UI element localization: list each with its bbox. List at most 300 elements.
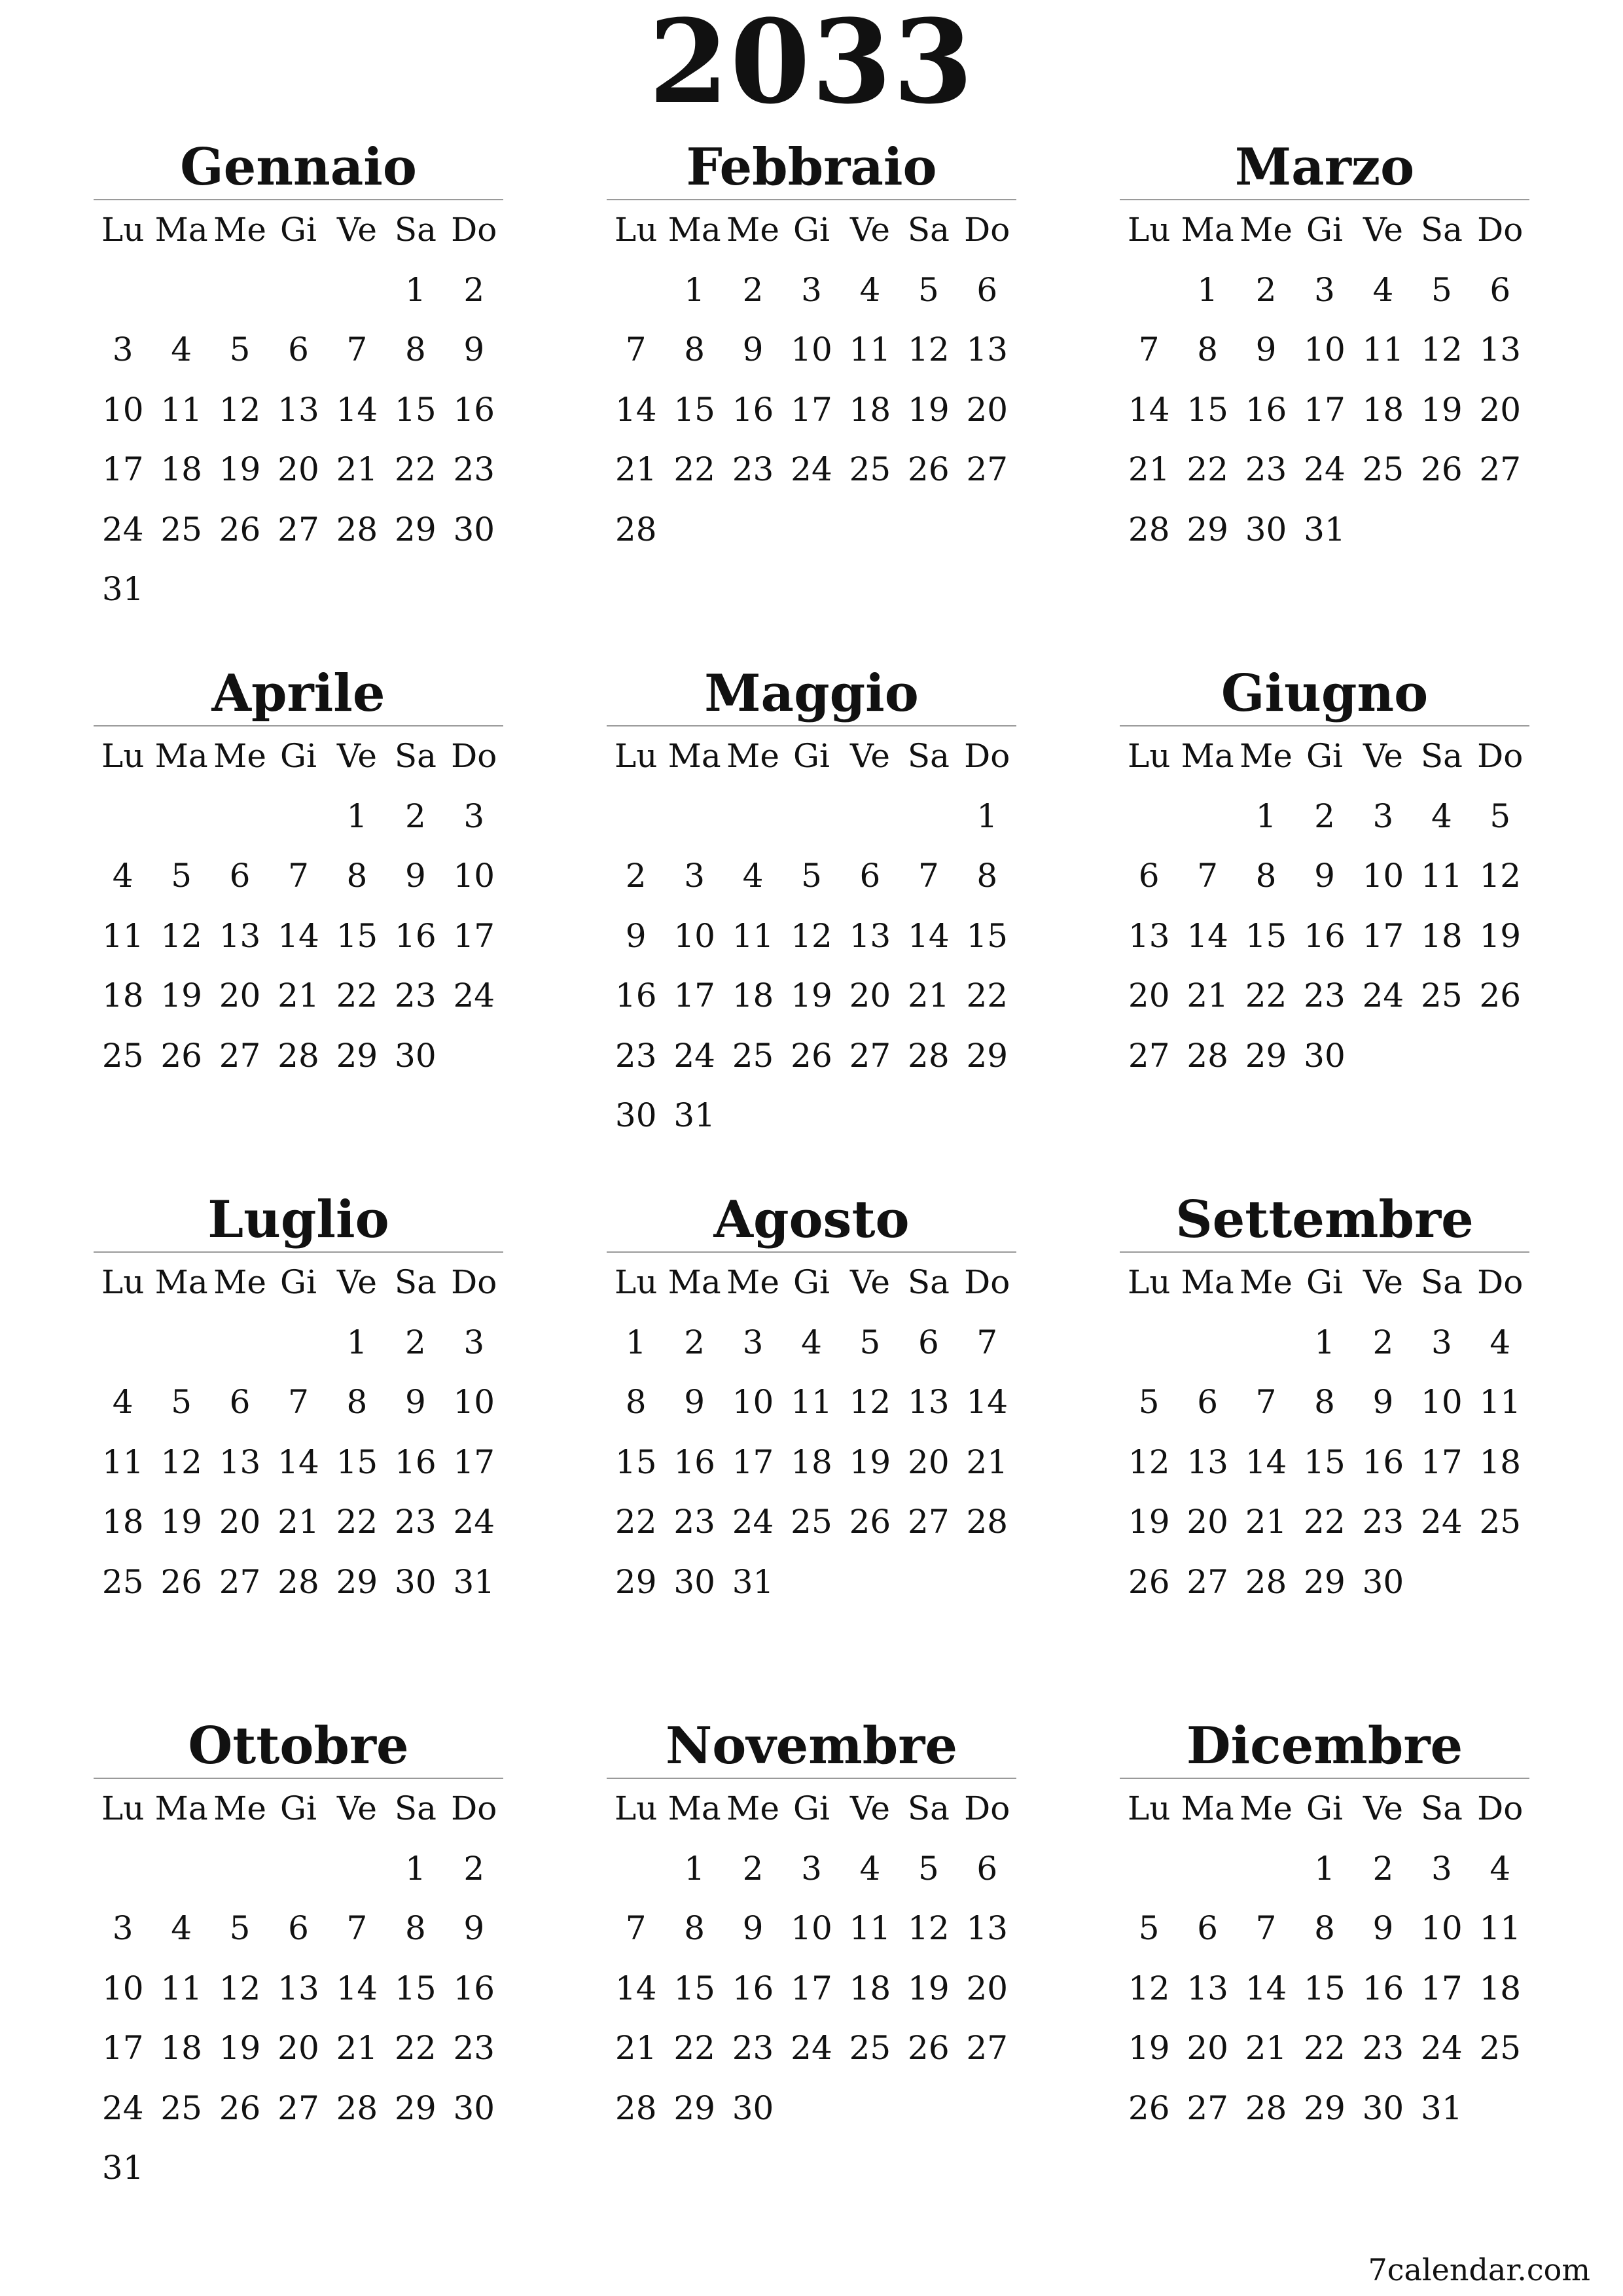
day-cell: 24 bbox=[1362, 977, 1404, 1014]
empty-cell bbox=[94, 1839, 152, 1899]
empty-cell bbox=[1237, 1839, 1295, 1899]
day-cell: 27 bbox=[966, 2029, 1008, 2067]
day-cell: 13 bbox=[219, 1443, 261, 1481]
day-cell: 4 bbox=[1489, 1849, 1511, 1888]
day-cell: 31 bbox=[453, 1562, 495, 1601]
month-grid bbox=[1120, 1779, 1529, 2138]
empty-cell bbox=[1120, 1839, 1178, 1899]
day-cell: 12 bbox=[1479, 857, 1522, 895]
empty-cell bbox=[269, 787, 327, 847]
day-cell: 18 bbox=[101, 977, 144, 1014]
month-grid bbox=[607, 1779, 1016, 2138]
weekday-header: Do bbox=[964, 1789, 1010, 1827]
day-cell: 3 bbox=[463, 1323, 485, 1361]
day-cell: 27 bbox=[1479, 450, 1522, 488]
day-cell: 28 bbox=[908, 1036, 950, 1075]
day-cell: 10 bbox=[453, 857, 495, 895]
empty-cell bbox=[94, 787, 152, 847]
empty-cell bbox=[152, 787, 210, 847]
weekday-header: Me bbox=[1240, 1263, 1293, 1301]
weekday-header: Ma bbox=[668, 1789, 721, 1827]
day-cell: 26 bbox=[219, 510, 261, 548]
day-cell: 4 bbox=[171, 331, 192, 368]
day-cell: 4 bbox=[1489, 1323, 1511, 1361]
day-cell: 15 bbox=[395, 390, 437, 429]
weekday-header: Me bbox=[726, 1789, 779, 1827]
day-cell: 9 bbox=[742, 1909, 764, 1947]
empty-cell bbox=[607, 1839, 665, 1899]
day-cell: 20 bbox=[277, 450, 319, 488]
empty-cell bbox=[152, 1313, 210, 1373]
day-cell: 12 bbox=[1128, 1443, 1170, 1481]
day-cell: 31 bbox=[1421, 2089, 1463, 2127]
day-cell: 29 bbox=[673, 2089, 715, 2127]
day-cell: 13 bbox=[277, 1969, 319, 2007]
day-cell: 16 bbox=[1304, 916, 1346, 955]
day-cell: 6 bbox=[288, 331, 309, 368]
day-cell: 17 bbox=[791, 1969, 832, 2007]
day-cell: 6 bbox=[976, 1849, 998, 1888]
day-cell: 9 bbox=[1255, 331, 1277, 368]
day-cell: 14 bbox=[277, 916, 319, 955]
month-grid bbox=[1120, 200, 1529, 560]
day-cell: 9 bbox=[1372, 1909, 1394, 1947]
day-cell: 30 bbox=[732, 2089, 774, 2127]
day-cell: 23 bbox=[453, 450, 495, 488]
weekday-header: Ma bbox=[1181, 1789, 1234, 1827]
weekday-header: Sa bbox=[907, 1263, 950, 1301]
weekday-header: Ma bbox=[1181, 1263, 1234, 1301]
day-cell: 23 bbox=[395, 977, 437, 1014]
day-cell: 29 bbox=[966, 1036, 1008, 1075]
weekday-header: Sa bbox=[1420, 211, 1463, 249]
day-cell: 5 bbox=[918, 1849, 939, 1888]
empty-cell bbox=[1178, 1839, 1236, 1899]
weekday-header: Gi bbox=[793, 1263, 830, 1301]
weekday-header: Do bbox=[964, 1263, 1010, 1301]
day-cell: 28 bbox=[615, 2089, 657, 2127]
day-cell: 20 bbox=[219, 977, 261, 1014]
day-cell: 16 bbox=[395, 1443, 437, 1481]
day-cell: 17 bbox=[101, 450, 144, 488]
day-cell: 28 bbox=[1128, 510, 1170, 548]
day-cell: 15 bbox=[395, 1969, 437, 2007]
weekday-header: Me bbox=[726, 1263, 779, 1301]
day-cell: 21 bbox=[966, 1443, 1008, 1481]
day-cell: 27 bbox=[966, 450, 1008, 488]
day-cell: 14 bbox=[615, 390, 657, 429]
day-cell: 26 bbox=[908, 2029, 950, 2067]
weekday-header: Lu bbox=[1128, 737, 1171, 775]
day-cell: 26 bbox=[1128, 2089, 1170, 2127]
day-cell: 13 bbox=[966, 331, 1008, 368]
day-cell: 6 bbox=[229, 857, 251, 895]
day-cell: 26 bbox=[849, 1503, 891, 1541]
weekday-header: Ve bbox=[849, 211, 890, 249]
day-cell: 20 bbox=[966, 1969, 1008, 2007]
day-cell: 18 bbox=[849, 1969, 891, 2007]
empty-cell bbox=[269, 260, 327, 321]
weekday-header: Sa bbox=[907, 1789, 950, 1827]
day-cell: 4 bbox=[859, 1849, 881, 1888]
day-cell: 24 bbox=[1421, 2029, 1463, 2067]
day-cell: 11 bbox=[1362, 331, 1404, 368]
empty-cell bbox=[328, 1839, 386, 1899]
weekday-header: Do bbox=[1477, 737, 1524, 775]
day-cell: 22 bbox=[1304, 1503, 1346, 1541]
day-cell: 27 bbox=[219, 1562, 261, 1601]
day-cell: 6 bbox=[1197, 1383, 1219, 1421]
day-cell: 15 bbox=[336, 1443, 378, 1481]
day-cell: 13 bbox=[1186, 1969, 1228, 2007]
day-cell: 15 bbox=[1245, 916, 1287, 955]
day-cell: 1 bbox=[684, 270, 705, 309]
day-cell: 13 bbox=[219, 916, 261, 955]
day-cell: 13 bbox=[908, 1383, 950, 1421]
day-cell: 13 bbox=[966, 1909, 1008, 1947]
day-cell: 20 bbox=[1128, 977, 1170, 1014]
day-cell: 11 bbox=[849, 331, 891, 368]
day-cell: 27 bbox=[219, 1036, 261, 1075]
day-cell: 5 bbox=[229, 331, 251, 368]
day-cell: 30 bbox=[1362, 2089, 1404, 2127]
day-cell: 7 bbox=[346, 331, 368, 368]
day-cell: 2 bbox=[742, 270, 764, 309]
day-cell: 8 bbox=[1255, 857, 1277, 895]
day-cell: 29 bbox=[395, 2089, 437, 2127]
day-cell: 5 bbox=[1138, 1383, 1160, 1421]
day-cell: 7 bbox=[288, 857, 309, 895]
day-cell: 8 bbox=[1197, 331, 1219, 368]
empty-cell bbox=[607, 260, 665, 321]
day-cell: 23 bbox=[1245, 450, 1287, 488]
weekday-header: Ma bbox=[154, 211, 208, 249]
day-cell: 3 bbox=[1431, 1323, 1452, 1361]
day-cell: 22 bbox=[615, 1503, 657, 1541]
empty-cell bbox=[724, 787, 782, 847]
day-cell: 15 bbox=[673, 1969, 715, 2007]
day-cell: 12 bbox=[1421, 331, 1463, 368]
weekday-header: Sa bbox=[394, 1789, 437, 1827]
day-cell: 24 bbox=[453, 1503, 495, 1541]
month-grid bbox=[607, 1253, 1016, 1612]
day-cell: 29 bbox=[336, 1036, 378, 1075]
weekday-header: Me bbox=[213, 1263, 266, 1301]
day-cell: 7 bbox=[1255, 1383, 1277, 1421]
day-cell: 16 bbox=[615, 977, 657, 1014]
day-cell: 17 bbox=[1421, 1443, 1463, 1481]
month-name: Aprile bbox=[211, 664, 385, 723]
day-cell: 10 bbox=[791, 331, 832, 368]
day-cell: 25 bbox=[1479, 2029, 1522, 2067]
weekday-header: Do bbox=[1477, 1263, 1524, 1301]
day-cell: 18 bbox=[849, 390, 891, 429]
day-cell: 28 bbox=[1186, 1036, 1228, 1075]
day-cell: 15 bbox=[615, 1443, 657, 1481]
day-cell: 7 bbox=[1138, 331, 1160, 368]
month-name: Maggio bbox=[704, 664, 919, 723]
month-gennaio bbox=[94, 131, 503, 620]
day-cell: 30 bbox=[395, 1036, 437, 1075]
weekday-header: Do bbox=[1477, 1789, 1524, 1827]
day-cell: 17 bbox=[1304, 390, 1346, 429]
day-cell: 19 bbox=[1479, 916, 1522, 955]
day-cell: 14 bbox=[336, 1969, 378, 2007]
day-cell: 20 bbox=[849, 977, 891, 1014]
month-febbraio bbox=[607, 131, 1016, 560]
day-cell: 4 bbox=[801, 1323, 822, 1361]
day-cell: 27 bbox=[1186, 2089, 1228, 2127]
day-cell: 31 bbox=[732, 1562, 774, 1601]
day-cell: 29 bbox=[395, 510, 437, 548]
day-cell: 1 bbox=[976, 797, 998, 835]
weekday-header: Ma bbox=[668, 211, 721, 249]
month-ottobre bbox=[94, 1710, 503, 2198]
day-cell: 9 bbox=[625, 916, 647, 955]
day-cell: 2 bbox=[1372, 1323, 1394, 1361]
day-cell: 10 bbox=[101, 390, 144, 429]
day-cell: 12 bbox=[219, 1969, 261, 2007]
day-cell: 5 bbox=[229, 1909, 251, 1947]
weekday-header: Lu bbox=[1128, 211, 1171, 249]
month-luglio bbox=[94, 1183, 503, 1612]
weekday-header: Sa bbox=[1420, 1263, 1463, 1301]
day-cell: 23 bbox=[732, 450, 774, 488]
day-cell: 13 bbox=[1479, 331, 1522, 368]
day-cell: 21 bbox=[615, 2029, 657, 2067]
day-cell: 26 bbox=[160, 1562, 202, 1601]
day-cell: 28 bbox=[336, 510, 378, 548]
day-cell: 1 bbox=[625, 1323, 647, 1361]
day-cell: 1 bbox=[404, 1849, 426, 1888]
month-name: Settembre bbox=[1175, 1190, 1474, 1249]
day-cell: 9 bbox=[404, 857, 426, 895]
day-cell: 12 bbox=[908, 1909, 950, 1947]
month-name: Ottobre bbox=[188, 1716, 409, 1776]
day-cell: 21 bbox=[336, 450, 378, 488]
day-cell: 10 bbox=[673, 916, 715, 955]
weekday-header: Ve bbox=[336, 1789, 377, 1827]
day-cell: 5 bbox=[1489, 797, 1511, 835]
month-name: Gennaio bbox=[180, 137, 417, 197]
weekday-header: Gi bbox=[280, 211, 317, 249]
day-cell: 6 bbox=[229, 1383, 251, 1421]
day-cell: 12 bbox=[791, 916, 832, 955]
day-cell: 17 bbox=[673, 977, 715, 1014]
weekday-header: Sa bbox=[394, 1263, 437, 1301]
weekday-header: Ma bbox=[154, 1263, 208, 1301]
day-cell: 11 bbox=[1421, 857, 1463, 895]
day-cell: 25 bbox=[101, 1036, 144, 1075]
weekday-header: Me bbox=[726, 737, 779, 775]
day-cell: 16 bbox=[673, 1443, 715, 1481]
month-aprile bbox=[94, 657, 503, 1086]
day-cell: 2 bbox=[742, 1849, 764, 1888]
day-cell: 19 bbox=[908, 1969, 950, 2007]
day-cell: 15 bbox=[966, 916, 1008, 955]
weekday-header: Me bbox=[213, 737, 266, 775]
day-cell: 14 bbox=[336, 390, 378, 429]
weekday-header: Ve bbox=[849, 1789, 890, 1827]
day-cell: 27 bbox=[277, 510, 319, 548]
day-cell: 3 bbox=[684, 857, 705, 895]
day-cell: 18 bbox=[791, 1443, 832, 1481]
page-title: 2033 bbox=[649, 0, 974, 130]
weekday-header: Ve bbox=[1363, 1263, 1403, 1301]
empty-cell bbox=[1120, 260, 1178, 321]
day-cell: 22 bbox=[336, 1503, 378, 1541]
day-cell: 25 bbox=[160, 2089, 202, 2127]
day-cell: 8 bbox=[404, 1909, 426, 1947]
day-cell: 14 bbox=[1245, 1443, 1287, 1481]
month-grid bbox=[1120, 1253, 1529, 1612]
day-cell: 9 bbox=[684, 1383, 705, 1421]
weekday-header: Me bbox=[213, 211, 266, 249]
day-cell: 26 bbox=[219, 2089, 261, 2127]
day-cell: 6 bbox=[1489, 270, 1511, 309]
day-cell: 8 bbox=[404, 331, 426, 368]
weekday-header: Ma bbox=[1181, 737, 1234, 775]
day-cell: 25 bbox=[849, 450, 891, 488]
day-cell: 22 bbox=[1186, 450, 1228, 488]
day-cell: 2 bbox=[1255, 270, 1277, 309]
day-cell: 11 bbox=[1479, 1909, 1522, 1947]
day-cell: 11 bbox=[791, 1383, 832, 1421]
day-cell: 19 bbox=[849, 1443, 891, 1481]
day-cell: 26 bbox=[791, 1036, 832, 1075]
day-cell: 25 bbox=[1362, 450, 1404, 488]
empty-cell bbox=[211, 260, 269, 321]
weekday-header: Do bbox=[451, 1789, 497, 1827]
day-cell: 4 bbox=[171, 1909, 192, 1947]
weekday-header: Ve bbox=[1363, 1789, 1403, 1827]
weekday-header: Do bbox=[1477, 211, 1524, 249]
day-cell: 24 bbox=[673, 1036, 715, 1075]
day-cell: 9 bbox=[1372, 1383, 1394, 1421]
weekday-header: Sa bbox=[907, 211, 950, 249]
empty-cell bbox=[328, 260, 386, 321]
day-cell: 22 bbox=[336, 977, 378, 1014]
day-cell: 13 bbox=[277, 390, 319, 429]
empty-cell bbox=[94, 260, 152, 321]
day-cell: 22 bbox=[673, 450, 715, 488]
weekday-header: Gi bbox=[280, 737, 317, 775]
weekday-header: Lu bbox=[101, 211, 145, 249]
day-cell: 7 bbox=[1197, 857, 1219, 895]
day-cell: 17 bbox=[453, 916, 495, 955]
day-cell: 3 bbox=[801, 1849, 822, 1888]
day-cell: 30 bbox=[1245, 510, 1287, 548]
day-cell: 14 bbox=[615, 1969, 657, 2007]
empty-cell bbox=[211, 787, 269, 847]
day-cell: 8 bbox=[684, 331, 705, 368]
empty-cell bbox=[211, 1313, 269, 1373]
day-cell: 3 bbox=[801, 270, 822, 309]
day-cell: 4 bbox=[1431, 797, 1452, 835]
weekday-header: Gi bbox=[1306, 1263, 1343, 1301]
day-cell: 29 bbox=[1186, 510, 1228, 548]
day-cell: 15 bbox=[1186, 390, 1228, 429]
weekday-header: Gi bbox=[1306, 737, 1343, 775]
day-cell: 15 bbox=[1304, 1443, 1346, 1481]
day-cell: 9 bbox=[1314, 857, 1335, 895]
day-cell: 2 bbox=[1372, 1849, 1394, 1888]
day-cell: 27 bbox=[1128, 1036, 1170, 1075]
day-cell: 23 bbox=[453, 2029, 495, 2067]
day-cell: 3 bbox=[112, 1909, 134, 1947]
month-name: Agosto bbox=[713, 1190, 910, 1249]
weekday-header: Gi bbox=[1306, 1789, 1343, 1827]
weekday-header: Ve bbox=[1363, 737, 1403, 775]
day-cell: 25 bbox=[160, 510, 202, 548]
day-cell: 28 bbox=[1245, 2089, 1287, 2127]
day-cell: 28 bbox=[277, 1562, 319, 1601]
day-cell: 18 bbox=[1421, 916, 1463, 955]
day-cell: 17 bbox=[1362, 916, 1404, 955]
day-cell: 21 bbox=[336, 2029, 378, 2067]
day-cell: 11 bbox=[1479, 1383, 1522, 1421]
weekday-header: Do bbox=[451, 1263, 497, 1301]
day-cell: 1 bbox=[404, 270, 426, 309]
day-cell: 1 bbox=[1197, 270, 1219, 309]
day-cell: 23 bbox=[673, 1503, 715, 1541]
day-cell: 13 bbox=[1128, 916, 1170, 955]
day-cell: 2 bbox=[463, 1849, 485, 1888]
day-cell: 5 bbox=[171, 857, 192, 895]
empty-cell bbox=[1120, 1313, 1178, 1373]
month-maggio bbox=[607, 657, 1016, 1146]
day-cell: 16 bbox=[1362, 1969, 1404, 2007]
day-cell: 25 bbox=[791, 1503, 832, 1541]
day-cell: 15 bbox=[673, 390, 715, 429]
day-cell: 16 bbox=[1362, 1443, 1404, 1481]
weekday-header: Me bbox=[1240, 737, 1293, 775]
day-cell: 1 bbox=[346, 1323, 368, 1361]
month-name: Dicembre bbox=[1186, 1716, 1463, 1776]
day-cell: 16 bbox=[453, 390, 495, 429]
day-cell: 29 bbox=[1304, 1562, 1346, 1601]
weekday-header: Sa bbox=[394, 211, 437, 249]
day-cell: 20 bbox=[1479, 390, 1522, 429]
day-cell: 30 bbox=[453, 510, 495, 548]
day-cell: 5 bbox=[859, 1323, 881, 1361]
day-cell: 18 bbox=[1362, 390, 1404, 429]
day-cell: 5 bbox=[801, 857, 822, 895]
day-cell: 2 bbox=[463, 270, 485, 309]
day-cell: 10 bbox=[791, 1909, 832, 1947]
day-cell: 28 bbox=[615, 510, 657, 548]
day-cell: 19 bbox=[219, 450, 261, 488]
weekday-header: Lu bbox=[101, 1789, 145, 1827]
day-cell: 16 bbox=[395, 916, 437, 955]
day-cell: 9 bbox=[404, 1383, 426, 1421]
day-cell: 18 bbox=[1479, 1969, 1522, 2007]
day-cell: 18 bbox=[1479, 1443, 1522, 1481]
weekday-header: Sa bbox=[907, 737, 950, 775]
month-grid bbox=[94, 726, 503, 1086]
day-cell: 12 bbox=[849, 1383, 891, 1421]
day-cell: 7 bbox=[976, 1323, 998, 1361]
month-giugno bbox=[1120, 657, 1529, 1086]
day-cell: 25 bbox=[101, 1562, 144, 1601]
day-cell: 6 bbox=[918, 1323, 939, 1361]
day-cell: 11 bbox=[160, 390, 202, 429]
day-cell: 2 bbox=[404, 1323, 426, 1361]
month-name: Marzo bbox=[1234, 137, 1415, 197]
day-cell: 2 bbox=[1314, 797, 1335, 835]
day-cell: 19 bbox=[219, 2029, 261, 2067]
month-name: Novembre bbox=[665, 1716, 958, 1776]
